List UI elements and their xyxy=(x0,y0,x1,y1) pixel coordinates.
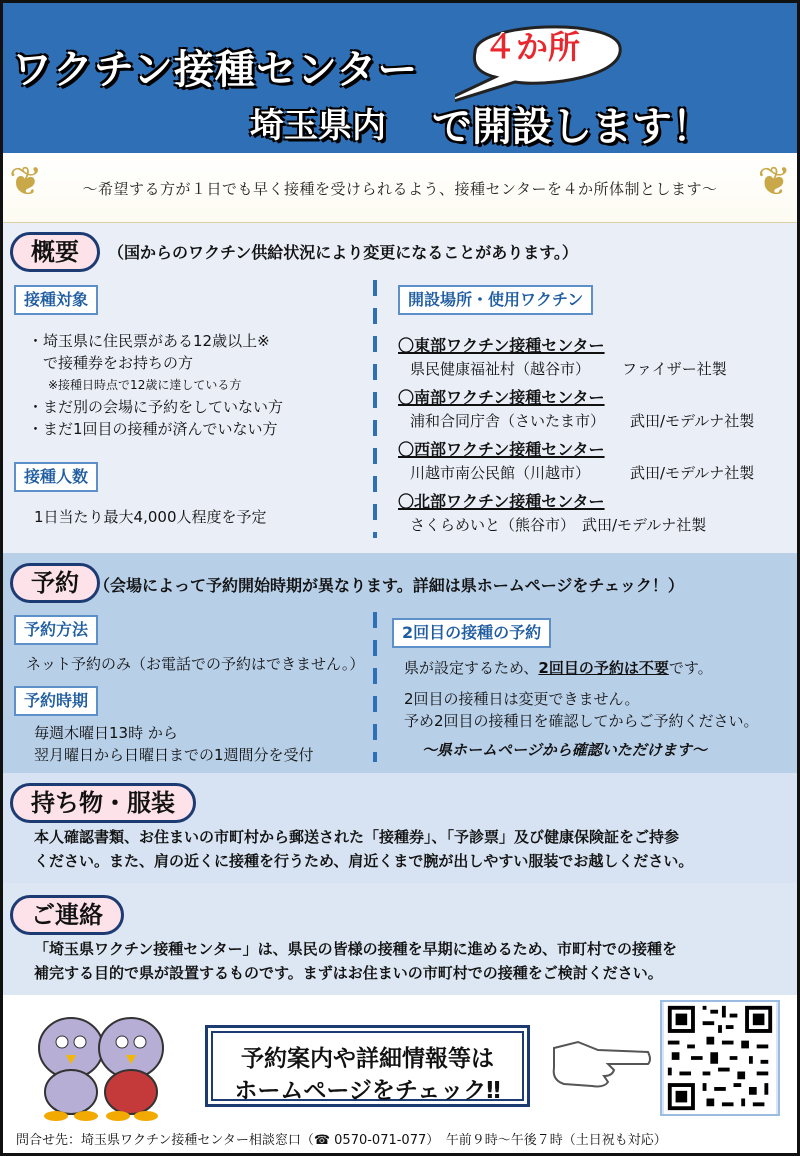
second-dose-text: 県が設定するため、 xyxy=(404,659,539,677)
method-text: ネット予約のみ（お電話での予約はできません。） xyxy=(26,655,365,673)
belongings-line: 本人確認書類、お住まいの市町村から郵送された「接種券」、「予診票」及び健康保険証をご持参 xyxy=(34,828,680,846)
target-line: ・まだ別の会場に予約をしていない方 xyxy=(28,398,284,416)
venue-vaccine: 武田/モデルナ社製 xyxy=(582,516,707,534)
venue-place: 県民健康福祉村（越谷市） xyxy=(410,360,591,378)
qr-code-icon xyxy=(662,1002,778,1114)
second-dose-line4: 〜県ホームページから確認いただけます〜 xyxy=(422,741,707,759)
count-text: 1日当たり最大4,000人程度を予定 xyxy=(34,508,267,526)
ornament-left-icon: ❦ xyxy=(9,159,43,205)
second-dose-line1 xyxy=(404,657,713,679)
qr-code[interactable] xyxy=(660,1000,780,1116)
title-prefecture: 埼玉県内 xyxy=(250,106,386,146)
contact-line: 補完する目的で県が設置するものです。まずはお住まいの市町村での接種をご検討ください。 xyxy=(34,964,663,982)
check-website-box xyxy=(205,1025,530,1107)
count-tag: 接種人数 xyxy=(14,462,98,492)
column-divider xyxy=(373,280,377,538)
second-dose-text: です。 xyxy=(668,659,713,677)
main-title: ワクチン接種センター xyxy=(12,47,419,93)
reservation-heading: 予約 xyxy=(10,563,100,603)
venue-place: さくらめいと（熊谷市） xyxy=(410,516,576,534)
check-line2: ホームページをチェック‼ xyxy=(234,1078,501,1104)
venues-tag: 開設場所・使用ワクチン xyxy=(398,285,593,315)
target-tag: 接種対象 xyxy=(14,285,98,315)
contact-footer: 問合せ先：埼玉県ワクチン接種センター相談窓口（☎ 0570-071-077） 午前９時〜午後７時（土日祝も対応） xyxy=(16,1133,667,1148)
pointing-hand-icon xyxy=(548,1030,652,1090)
bubble-count: ４か所 xyxy=(484,28,581,66)
belongings-line: ください。また、肩の近くに接種を行うため、肩近くまで腕が出しやすい服装でお越しください。 xyxy=(34,852,694,870)
subtitle-band xyxy=(3,153,797,223)
target-line: ・まだ1回目の接種が済んでいない方 xyxy=(28,420,278,438)
contact-line: 「埼玉県ワクチン接種センター」は、県民の皆様の接種を早期に進めるため、市町村での接種を xyxy=(34,940,678,958)
subtitle-text: 〜希望する方が１日でも早く接種を受けられるよう、接種センターを４か所体制とします〜 xyxy=(82,180,718,198)
target-line: で接種券をお持ちの方 xyxy=(28,354,194,372)
period-tag: 予約時期 xyxy=(14,686,98,716)
overview-heading: 概要 xyxy=(10,232,100,272)
target-footnote: ※接種日時点で12歳に達している方 xyxy=(48,378,242,392)
target-line: ・埼玉県に住民票がある12歳以上※ xyxy=(28,332,270,350)
second-dose-line3: 予め2回目の接種日を確認してからご予約ください。 xyxy=(404,712,759,730)
period-line: 翌月曜日から日曜日までの1週間分を受付 xyxy=(34,746,314,764)
overview-note: （国からのワクチン供給状況により変更になることがあります。） xyxy=(108,243,578,262)
second-dose-line2: 2回目の接種日は変更できません。 xyxy=(404,690,640,708)
venue-place: 浦和合同庁舎（さいたま市） xyxy=(410,412,606,430)
reservation-note: （会場によって予約開始時期が異なります。詳細は県ホームページをチェック！） xyxy=(94,576,684,595)
venue-name: 〇西部ワクチン接種センター xyxy=(398,440,605,459)
second-dose-emphasis: 2回目の予約は不要 xyxy=(538,659,669,677)
venue-name: 〇北部ワクチン接種センター xyxy=(398,492,605,511)
venue-vaccine: 武田/モデルナ社製 xyxy=(630,464,755,482)
venue-name: 〇東部ワクチン接種センター xyxy=(398,336,605,355)
venue-vaccine: 武田/モデルナ社製 xyxy=(630,412,755,430)
ornament-right-icon: ❦ xyxy=(757,159,791,205)
venue-vaccine: ファイザー社製 xyxy=(622,360,727,378)
period-line: 毎週木曜日13時 から xyxy=(34,724,178,742)
belongings-heading: 持ち物・服装 xyxy=(10,783,196,823)
mascot-birds-icon xyxy=(16,1000,186,1122)
column-divider xyxy=(373,612,377,762)
contact-heading: ご連絡 xyxy=(10,895,124,935)
check-line1: 予約案内や詳細情報等は xyxy=(241,1046,494,1072)
title-opening: で開設します！ xyxy=(432,104,712,150)
method-tag: 予約方法 xyxy=(14,615,98,645)
venue-name: 〇南部ワクチン接種センター xyxy=(398,388,605,407)
second-dose-tag: 2回目の接種の予約 xyxy=(392,618,551,648)
venue-place: 川越市南公民館（川越市） xyxy=(410,464,591,482)
